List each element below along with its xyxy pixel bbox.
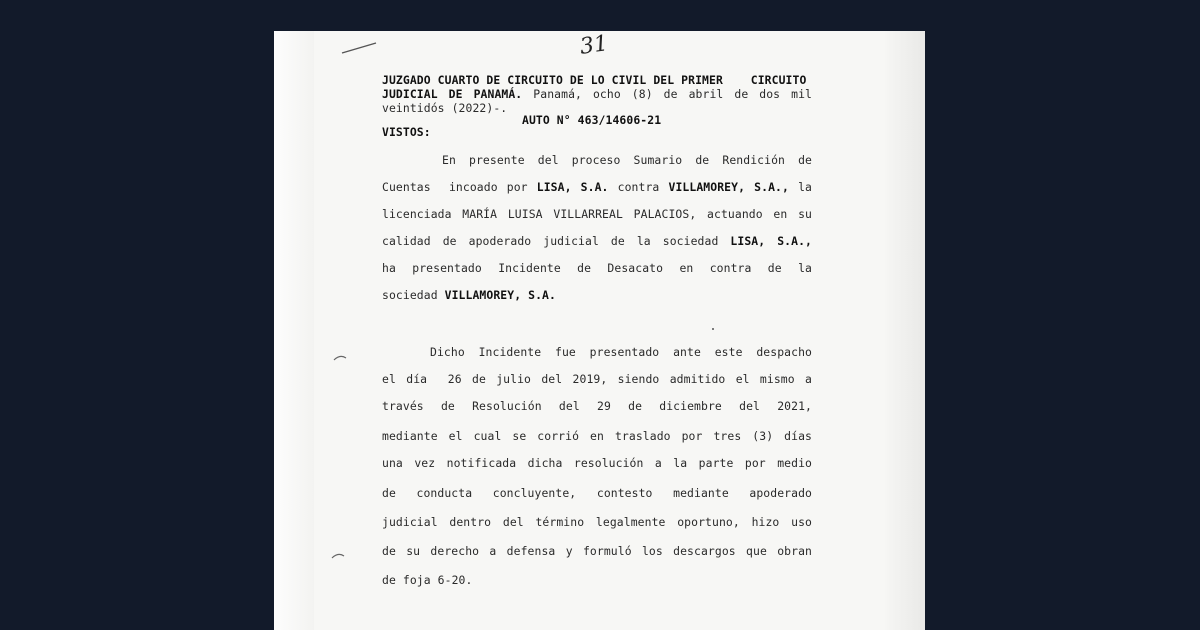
- p1-text: calidad de apoderado judicial de la sociedad: [382, 234, 731, 248]
- p1-line-4: [382, 234, 812, 248]
- p1-line-3: licenciada MARÍA LUISA VILLARREAL PALACIOS, actuando en su: [382, 207, 812, 221]
- p1-text: la: [788, 180, 813, 194]
- p2-line-5: una vez notificada dicha resolución a la parte por medio: [382, 456, 812, 470]
- p1-text: Cuentas incoado por: [382, 180, 537, 194]
- scanned-document-page: [274, 31, 925, 630]
- p2-line-8: de su derecho a defensa y formuló los descargos que obran: [382, 544, 812, 558]
- party-villamorey: VILLAMOREY, S.A.: [444, 288, 556, 302]
- p2-line-6: de conducta concluyente, contesto mediante apoderado: [382, 486, 812, 500]
- auto-number: AUTO N° 463/14606-21: [522, 113, 662, 127]
- p1-text: sociedad: [382, 288, 445, 302]
- p1-text: contra: [608, 180, 669, 194]
- p1-line-1: En presente del proceso Sumario de Rendición de: [442, 153, 812, 167]
- party-lisa: LISA, S.A.: [536, 180, 609, 194]
- vistos-heading: VISTOS:: [382, 125, 431, 139]
- court-date-fragment: Panamá, ocho (8) de abril de dos mil: [522, 87, 813, 101]
- party-villamorey: VILLAMOREY, S.A.,: [668, 180, 789, 194]
- p2-line-9: de foja 6-20.: [382, 573, 473, 587]
- p2-line-4: mediante el cual se corrió en traslado por tres (3) días: [382, 429, 812, 443]
- court-header-line-3: veintidós (2022)-.: [382, 101, 508, 115]
- folio-number-handwritten: 31: [578, 31, 610, 60]
- p2-line-1: Dicho Incidente fue presentado ante este despacho: [430, 345, 812, 359]
- p2-line-3: través de Resolución del 29 de diciembre del 2021,: [382, 399, 812, 413]
- p2-line-2: el día 26 de julio del 2019, siendo admitido el mismo a: [382, 372, 812, 386]
- scan-artifact-mark: [330, 551, 346, 561]
- court-header-line-2: [382, 87, 812, 101]
- court-jurisdiction: JUDICIAL DE PANAMÁ.: [382, 87, 523, 101]
- pen-stroke-mark: [340, 37, 380, 57]
- scan-artifact-mark: [332, 353, 348, 363]
- scan-speck: [712, 328, 714, 330]
- p2-line-7: judicial dentro del término legalmente oportuno, hizo uso: [382, 515, 812, 529]
- p1-line-5: ha presentado Incidente de Desacato en contra de la: [382, 261, 812, 275]
- court-header-line-1: JUZGADO CUARTO DE CIRCUITO DE LO CIVIL DEL PRIMER CIRCUITO: [382, 73, 807, 87]
- party-lisa: LISA, S.A.,: [730, 234, 812, 248]
- p1-line-6: [382, 288, 556, 302]
- p1-line-2: [382, 180, 812, 194]
